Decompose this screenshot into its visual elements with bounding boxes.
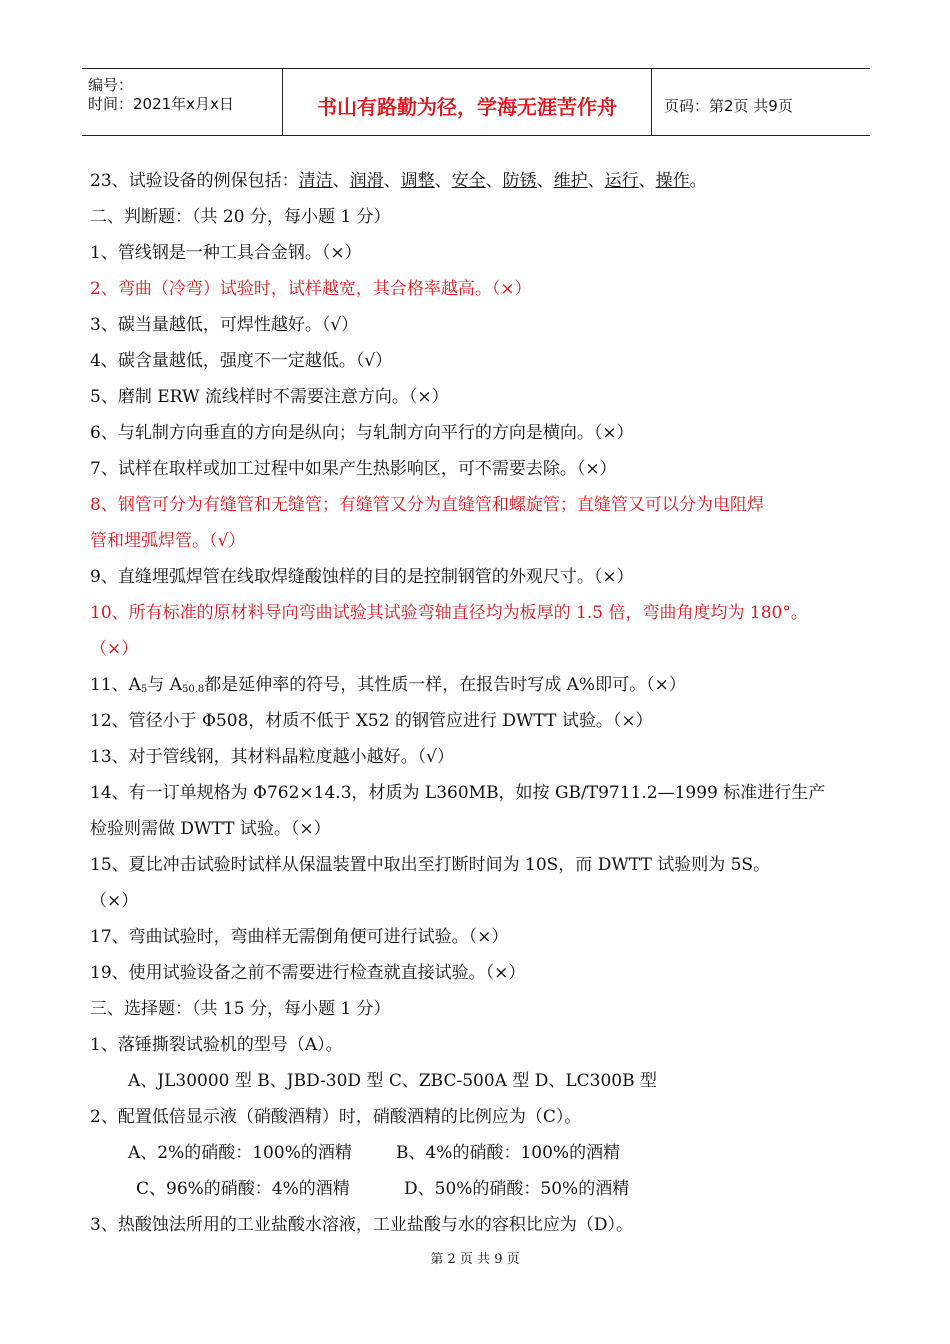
choice-3: 3、热酸蚀法所用的工业盐酸水溶液，工业盐酸与水的容积比应为（D）。	[90, 1215, 633, 1235]
option-c: C、96%的硝酸：4%的酒精	[136, 1179, 350, 1199]
page-footer: 第 2 页 共 9 页	[430, 1252, 520, 1267]
separator: 、	[587, 171, 605, 191]
judgement-1: 1、管线钢是一种工具合金钢。（×）	[90, 243, 362, 263]
q23-item: 防锈	[502, 171, 537, 191]
q23-item: 安全	[451, 171, 486, 191]
judgement-10-line2: （×）	[90, 639, 139, 659]
choice-1: 1、落锤撕裂试验机的型号（A）。	[90, 1035, 343, 1055]
header-right-cell	[652, 69, 870, 135]
j11-subscript: 5	[140, 684, 148, 695]
q23-item: 润滑	[349, 171, 384, 191]
option-b: B、4%的硝酸：100%的酒精	[396, 1143, 621, 1163]
judgement-11	[90, 670, 870, 706]
judgement-4: 4、碳含量越低，强度不一定越低。（√）	[90, 351, 393, 371]
separator: 、	[485, 171, 503, 191]
separator: 、	[332, 171, 350, 191]
judgement-9: 9、直缝埋弧焊管在线取焊缝酸蚀样的目的是控制钢管的外观尺寸。（×）	[90, 567, 634, 587]
j11-subscript: 50.8	[181, 684, 205, 695]
question-23	[90, 166, 870, 202]
choice-1-options: A、JL30000 型 B、JBD-30D 型 C、ZBC-500A 型 D、LC300B 型	[128, 1071, 658, 1091]
choice-2: 2、配置低倍显示液（硝酸酒精）时，硝酸酒精的比例应为（C）。	[90, 1107, 582, 1127]
q23-item: 清洁	[298, 171, 333, 191]
date-label: 时间：2021年x月x日	[88, 95, 234, 113]
judgement-15-line1: 15、夏比冲击试验时试样从保温装置中取出至打断时间为 10S，而 DWTT 试验则为 5S。	[90, 855, 771, 875]
separator: 、	[638, 171, 656, 191]
judgement-10-line1: 10、所有标准的原材料导向弯曲试验其试验弯轴直径均为板厚的 1.5 倍，弯曲角度均为 180°。	[90, 603, 808, 623]
motto: 书山有路勤为径，学海无涯苦作舟	[317, 94, 617, 119]
number-label: 编号：	[88, 76, 134, 94]
judgement-13: 13、对于管线钢，其材料晶粒度越小越好。（√）	[90, 747, 454, 767]
judgement-14-line2: 检验则需做 DWTT 试验。（×）	[90, 819, 331, 839]
separator: 、	[383, 171, 401, 191]
q23-prefix: 23、试验设备的例保包括：	[90, 171, 299, 191]
option-a: A、2%的硝酸：100%的酒精	[128, 1143, 352, 1163]
q23-item: 维护	[553, 171, 588, 191]
judgement-2: 2、弯曲（冷弯）试验时，试样越宽，其合格率越高。（×）	[90, 279, 532, 299]
judgement-6: 6、与轧制方向垂直的方向是纵向；与轧制方向平行的方向是横向。（×）	[90, 423, 634, 443]
judgement-17: 17、弯曲试验时，弯曲样无需倒角便可进行试验。（×）	[90, 927, 509, 947]
q23-item: 运行	[604, 171, 639, 191]
choice-2-options-cd	[90, 1174, 870, 1210]
section-judgement-title: 二、判断题：（共 20 分，每小题 1 分）	[90, 207, 391, 227]
j11-text: 11、A	[90, 675, 141, 695]
judgement-8-line1: 8、钢管可分为有缝管和无缝管；有缝管又分为直缝管和螺旋管；直缝管又可以分为电阻焊	[90, 495, 764, 515]
page-header	[82, 68, 870, 136]
judgement-3: 3、碳当量越低，可焊性越好。（√）	[90, 315, 359, 335]
judgement-5: 5、磨制 ERW 流线样时不需要注意方向。（×）	[90, 387, 449, 407]
judgement-7: 7、试样在取样或加工过程中如果产生热影响区，可不需要去除。（×）	[90, 459, 617, 479]
option-d: D、50%的硝酸：50%的酒精	[404, 1179, 630, 1199]
header-left-cell	[82, 69, 283, 135]
judgement-15-line2: （×）	[90, 891, 139, 911]
judgement-19: 19、使用试验设备之前不需要进行检查就直接试验。（×）	[90, 963, 526, 983]
judgement-14-line1: 14、有一订单规格为 Φ762×14.3，材质为 L360MB，如按 GB/T9711.2—1999 标准进行生产	[90, 783, 826, 803]
separator: 、	[434, 171, 452, 191]
section-choice-title: 三、选择题：（共 15 分，每小题 1 分）	[90, 999, 391, 1019]
j11-text: 都是延伸率的符号，其性质一样，在报告时写成 A%即可。（×）	[204, 675, 686, 695]
q23-item: 操作	[655, 171, 690, 191]
page-info: 页码：第2页 共9页	[664, 96, 793, 115]
judgement-12: 12、管径小于 Φ508，材质不低于 X52 的钢管应进行 DWTT 试验。（×）	[90, 711, 653, 731]
j11-text: 与 A	[147, 675, 182, 695]
q23-item: 调整	[400, 171, 435, 191]
document-body	[90, 166, 870, 1246]
choice-2-options-ab	[90, 1138, 870, 1174]
q23-suffix: 。	[689, 171, 707, 191]
header-motto-cell	[283, 69, 652, 135]
separator: 、	[536, 171, 554, 191]
judgement-8-line2: 管和埋弧焊管。（√）	[90, 531, 246, 551]
